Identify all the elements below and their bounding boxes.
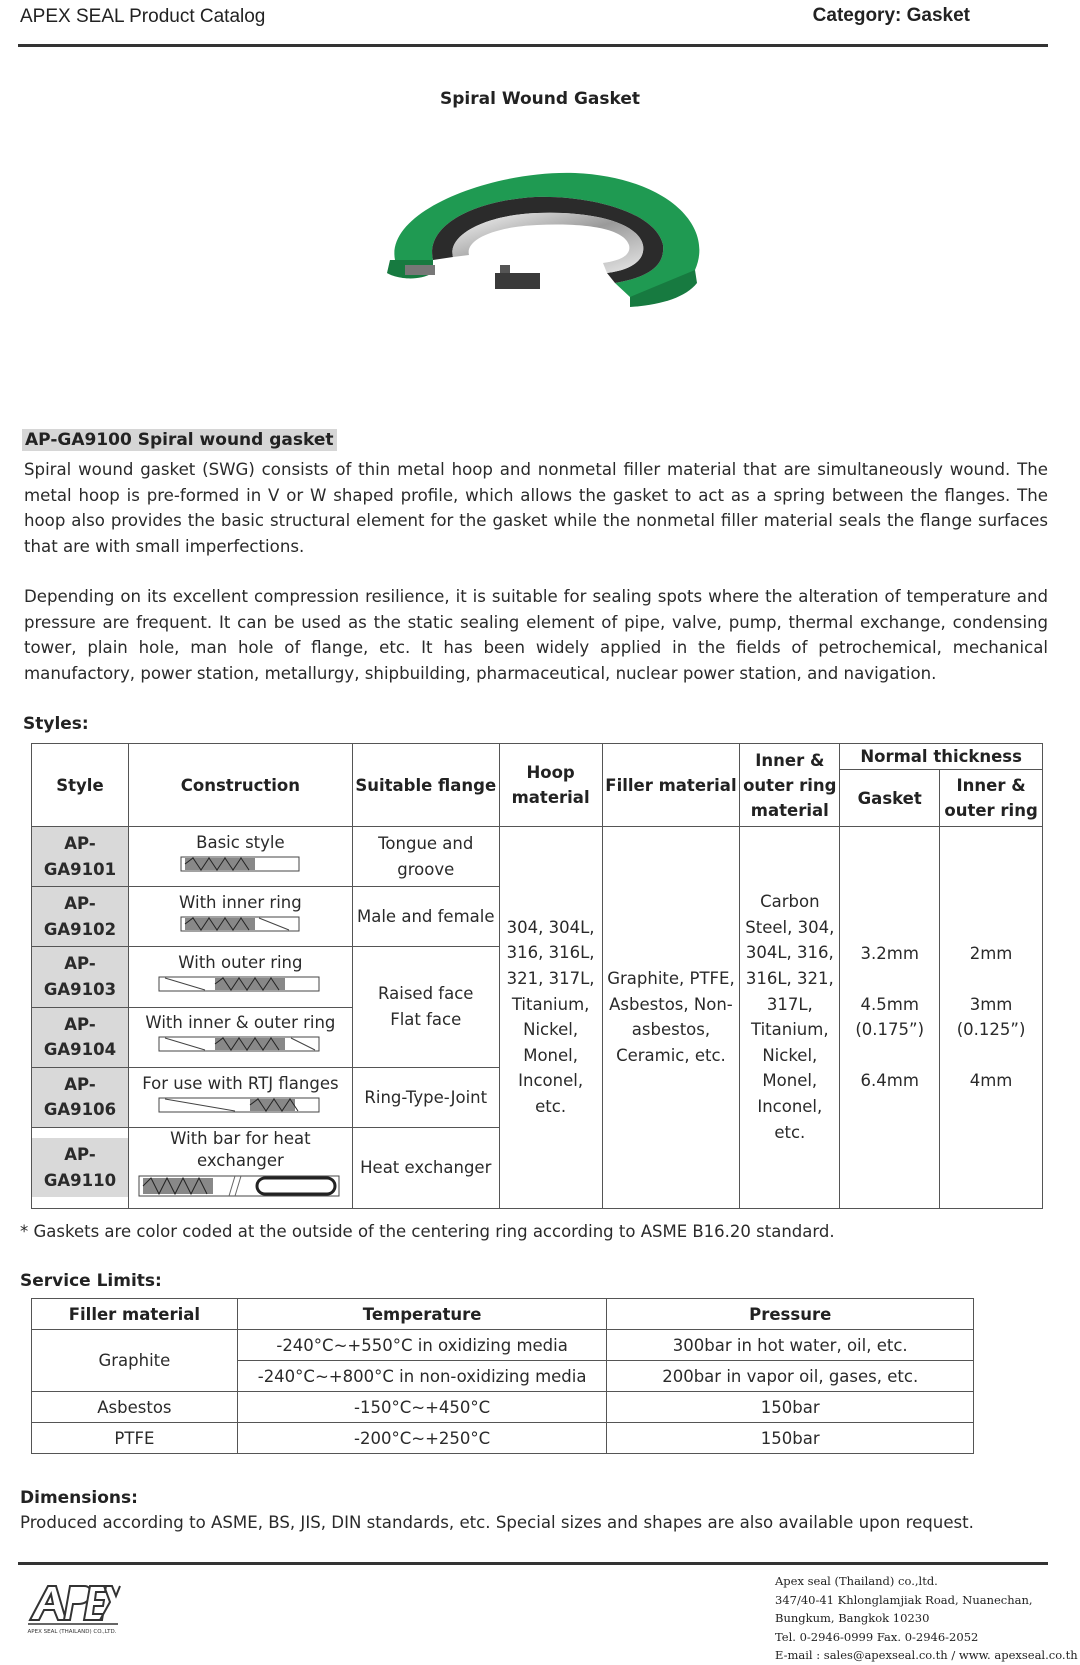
construction-diagram (155, 1095, 325, 1115)
col-flange: Suitable flange (352, 744, 499, 827)
thickness-value: 3.2mm (860, 944, 919, 964)
construction-diagram (155, 974, 325, 994)
address-line: Apex seal (Thailand) co.,ltd. (775, 1574, 938, 1588)
color-code-note: * Gaskets are color coded at the outside of the centering ring according to ASME B16.20 standard. (20, 1222, 835, 1241)
construction-diagram (175, 914, 305, 934)
styles-table (31, 743, 1043, 1209)
flange-cell: Ring-Type-Joint (352, 1067, 499, 1127)
address-line: Tel. 0-2946-0999 Fax. 0-2946-2052 (775, 1629, 979, 1644)
temperature-cell: -240°C~+550°C in oxidizing media (237, 1330, 607, 1361)
temperature-cell: -200°C~+250°C (237, 1423, 607, 1454)
flange-cell: Tongue and groove (352, 827, 499, 887)
thickness-value: 4mm (969, 1070, 1013, 1090)
filler-cell: Asbestos (32, 1392, 238, 1423)
address-line: E-mail : sales@apexseal.co.th / www. apexseal.co.th (775, 1648, 1078, 1663)
logo-subtitle: APEX SEAL (THAILAND) CO.,LTD. (27, 1629, 117, 1635)
style-code: AP-GA9101 (32, 827, 129, 887)
col-filler-material: Filler material (32, 1299, 238, 1330)
construction-cell: With outer ring (128, 947, 352, 1007)
filler-cell: PTFE (32, 1423, 238, 1454)
temperature-cell: -240°C~+800°C in non-oxidizing media (237, 1361, 607, 1392)
style-code: AP-GA9110 (32, 1127, 129, 1208)
style-code: AP-GA9102 (32, 887, 129, 947)
col-gasket: Gasket (840, 770, 940, 827)
service-limits-table (31, 1298, 974, 1454)
col-ring: Inner & outer ring material (740, 744, 840, 827)
filler-material-cell: Graphite, PTFE, Asbestos, Non-asbestos, Ceramic, etc. (602, 827, 740, 1209)
apex-logo (26, 1580, 121, 1638)
ring-thickness-cell (940, 827, 1043, 1209)
col-temperature: Temperature (237, 1299, 607, 1330)
construction-diagram (135, 1172, 345, 1200)
col-thickness: Normal thickness (840, 744, 1043, 770)
hoop-material-cell: 304, 304L, 316, 316L, 321, 317L, Titanium, Nickel, Monel, Inconel, etc. (499, 827, 602, 1209)
address-line: Bungkum, Bangkok 10230 (775, 1611, 930, 1626)
page-title: Spiral Wound Gasket (439, 89, 640, 109)
service-limits-label: Service Limits: (20, 1271, 162, 1291)
pressure-cell: 150bar (607, 1423, 974, 1454)
description-paragraph-2: Depending on its excellent compression resilience, it is suitable for sealing spots where the alteration of temperature and pressure are frequent. It can be used as the static sealing element of pipe, valve, pump, thermal exchange, condensing tower, plain hole, man hole of flange, etc. It has been widely applied in the fields of petrochemical, mechanical manufactory, power station, metallurgy, shipbuilding, pharmaceutical, nuclear power station, and navigation. (24, 587, 1048, 683)
construction-cell: With inner ring (128, 887, 352, 947)
construction-diagram (175, 854, 305, 874)
col-hoop: Hoop material (499, 744, 602, 827)
style-code: AP-GA9103 (32, 947, 129, 1007)
style-code: AP-GA9104 (32, 1007, 129, 1067)
thickness-value: (0.125”) (956, 1020, 1026, 1040)
style-code: AP-GA9106 (32, 1067, 129, 1127)
gasket-image (375, 165, 715, 325)
thickness-value: 3mm (969, 994, 1013, 1014)
construction-diagram (155, 1034, 325, 1054)
construction-cell: With inner & outer ring (128, 1007, 352, 1067)
flange-cell: Male and female (352, 887, 499, 947)
col-io-ring: Inner & outer ring (940, 770, 1043, 827)
footer-divider (18, 1562, 1048, 1565)
col-pressure: Pressure (607, 1299, 974, 1330)
company-address (775, 1572, 1078, 1665)
product-heading: AP-GA9100 Spiral wound gasket (22, 429, 337, 451)
gasket-thickness-cell (840, 827, 940, 1209)
construction-cell: With bar for heat exchanger (128, 1127, 352, 1208)
filler-cell: Graphite (32, 1330, 238, 1392)
flange-cell: Heat exchanger (352, 1127, 499, 1208)
ring-material-cell: Carbon Steel, 304, 304L, 316, 316L, 321, 317L, Titanium, Nickel, Monel, Inconel, etc. (740, 827, 840, 1209)
pressure-cell: 200bar in vapor oil, gases, etc. (607, 1361, 974, 1392)
header-divider (18, 44, 1048, 47)
construction-cell: For use with RTJ flanges (128, 1067, 352, 1127)
temperature-cell: -150°C~+450°C (237, 1392, 607, 1423)
construction-cell: Basic style (128, 827, 352, 887)
catalog-title: APEX SEAL Product Catalog (20, 6, 266, 27)
description-paragraph-1: Spiral wound gasket (SWG) consists of thin metal hoop and nonmetal filler material that are simultaneously wound. The metal hoop is pre-formed in V or W shaped profile, which allows the gasket to act as a spring between the flanges. The hoop also provides the basic structural element for the gasket while the nonmetal filler material seals the flange surfaces that are with small imperfections. (24, 460, 1048, 556)
col-filler: Filler material (602, 744, 740, 827)
flange-cell: Raised face Flat face (352, 947, 499, 1067)
thickness-value: (0.175”) (855, 1020, 925, 1040)
address-line: 347/40-41 Khlonglamjiak Road, Nuanechan, (775, 1592, 1033, 1607)
thickness-value: 2mm (969, 944, 1013, 964)
styles-label: Styles: (23, 714, 89, 734)
col-construction: Construction (128, 744, 352, 827)
col-style: Style (32, 744, 129, 827)
dimensions-text: Produced according to ASME, BS, JIS, DIN standards, etc. Special sizes and shapes are also available upon request. (20, 1513, 974, 1532)
pressure-cell: 300bar in hot water, oil, etc. (607, 1330, 974, 1361)
dimensions-label: Dimensions: (20, 1488, 138, 1508)
category-label: Category: Gasket (812, 5, 970, 26)
thickness-value: 4.5mm (860, 994, 919, 1014)
thickness-value: 6.4mm (860, 1070, 919, 1090)
pressure-cell: 150bar (607, 1392, 974, 1423)
